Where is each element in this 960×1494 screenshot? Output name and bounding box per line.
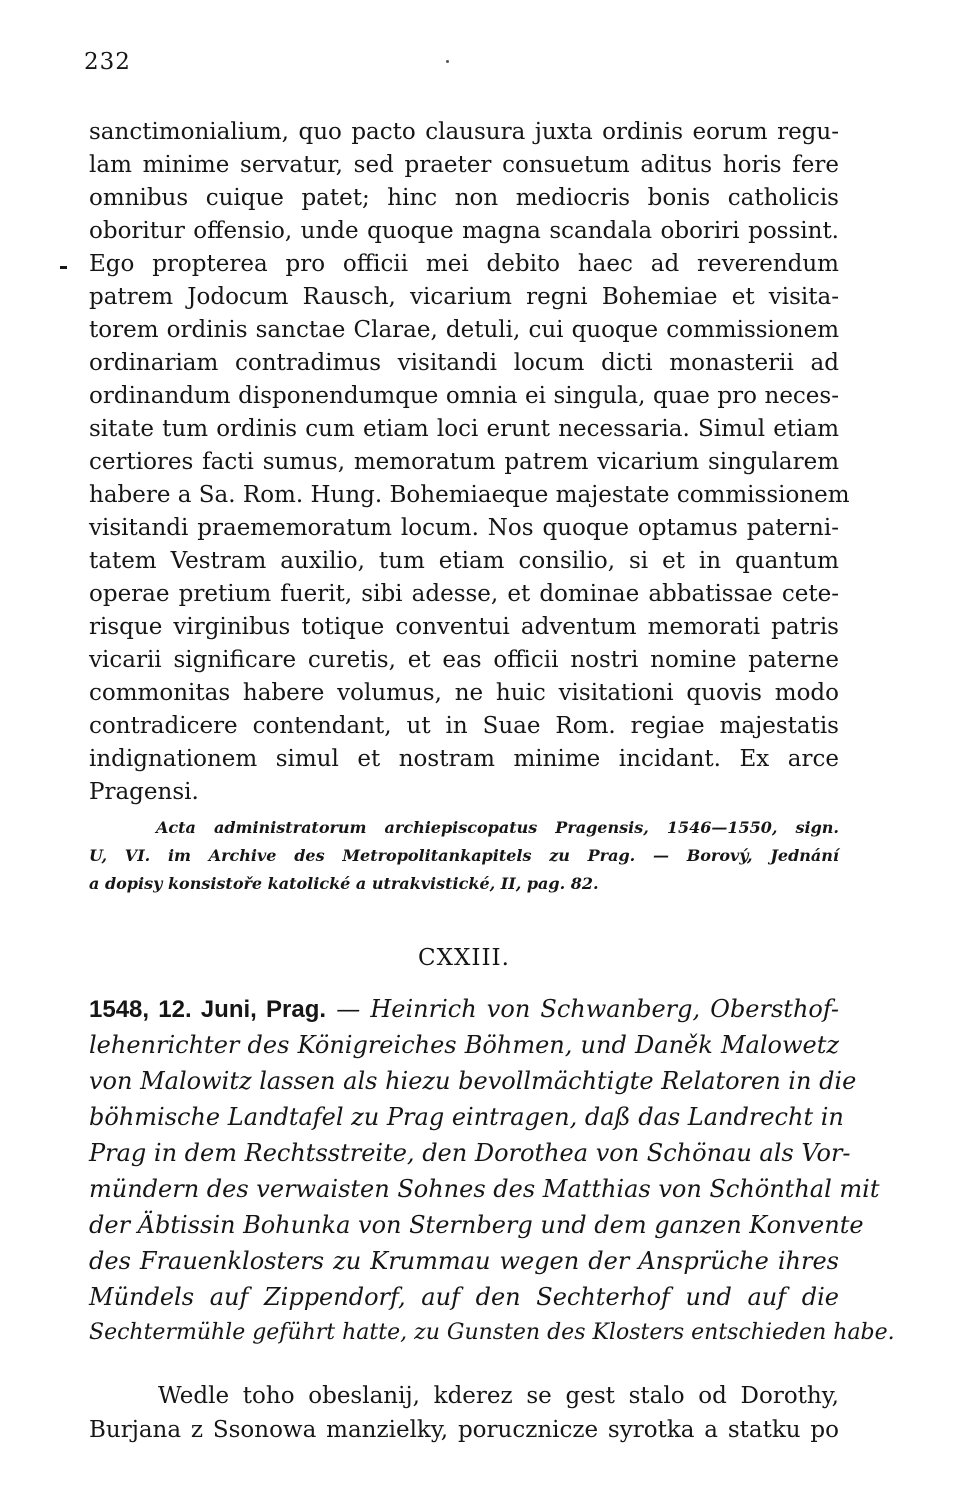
citation-line: a dopisy konsistoře katolické a utrakvistické, II, pag. 82. [89,874,599,893]
regest-line: mündern des verwaisten Sohnes des Matthias von Schönthal mit [89,1175,880,1203]
body-line: Ego propterea pro officii mei debito haec ad reverendum [89,251,839,277]
regest-line: lehenrichter des Königreiches Böhmen, und Daněk Malowetz [89,1031,839,1059]
regest-line: Mündels auf Zippendorf, auf den Sechterhof und auf die [89,1283,839,1311]
body-line: habere a Sa. Rom. Hung. Bohemiaeque majestate commissionem [89,482,850,508]
regest-line: Prag in dem Rechtsstreite, den Dorothea von Schönau als Vor- [89,1139,851,1167]
date-heading: 1548, 12. Juni, Prag. [89,996,327,1023]
citation-line: U, VI. im Archive des Metropolitankapitels zu Prag. — Borový, Jednání [89,846,839,865]
body-line: patrem Jodocum Rausch, vicarium regni Bohemiae et visita- [89,284,839,310]
speck-mark [446,60,449,63]
regest-line: der Äbtissin Bohunka von Sternberg und dem ganzen Konvente [89,1211,864,1239]
citation-line: Acta administratorum archiepiscopatus Pragensis, 1546—1550, sign. [156,818,839,837]
body-line: torem ordinis sanctae Clarae, detuli, cui quoque commissionem [89,317,839,343]
margin-mark [60,266,67,269]
body-line: sanctimonialium, quo pacto clausura juxta ordinis eorum regu- [89,119,839,145]
body-line: Pragensi. [89,779,199,805]
body-line: omnibus cuique patet; hinc non mediocris bonis catholicis [89,185,839,211]
regest-line: von Malowitz lassen als hiezu bevollmächtigte Relatoren in die [89,1067,857,1095]
body-line: vicarii significare curetis, et eas officii nostri nomine paterne [89,647,839,673]
czech-text-line: Wedle toho obeslanij, kderez se gest stalo od Dorothy, [158,1383,839,1409]
body-line: lam minime servatur, sed praeter consuetum aditus horis fere [89,152,839,178]
regest-line: des Frauenklosters zu Krummau wegen der Ansprüche ihres [89,1247,839,1275]
regest-line: böhmische Landtafel zu Prag eintragen, daß das Landrecht in [89,1103,844,1131]
body-line: indignationem simul et nostram minime incidant. Ex arce [89,746,839,772]
body-line: certiores facti sumus, memoratum patrem vicarium singularem [89,449,839,475]
body-line: contradicere contendant, ut in Suae Rom. regiae majestatis [89,713,839,739]
body-line: sitate tum ordinis cum etiam loci erunt necessaria. Simul etiam [89,416,839,442]
regest-first-line [89,994,839,1025]
body-line: ordinandum disponendumque omnia ei singula, quae pro neces- [89,383,839,409]
body-line: risque virginibus totique conventui adventum memorati patris [89,614,839,640]
document-number: CXXIII. [418,945,510,971]
regest-first-line-text: — Heinrich von Schwanberg, Obersthof- [336,995,839,1023]
body-line: tatem Vestram auxilio, tum etiam consilio, si et in quantum [89,548,839,574]
body-line: commonitas habere volumus, ne huic visitationi quovis modo [89,680,839,706]
body-line: ordinariam contradimus visitandi locum dicti monasterii ad [89,350,839,376]
body-line: oboritur offensio, unde quoque magna scandala oboriri possint. [89,218,839,244]
page-number: 232 [84,49,131,75]
czech-text-line: Burjana z Ssonowa manzielky, porucznicze syrotka a statku po [89,1417,839,1443]
body-line: operae pretium fuerit, sibi adesse, et dominae abbatissae cete- [89,581,839,607]
regest-line: Sechtermühle geführt hatte, zu Gunsten des Klosters entschieden habe. [89,1320,895,1345]
body-line: visitandi praememoratum locum. Nos quoque optamus paterni- [89,515,839,541]
